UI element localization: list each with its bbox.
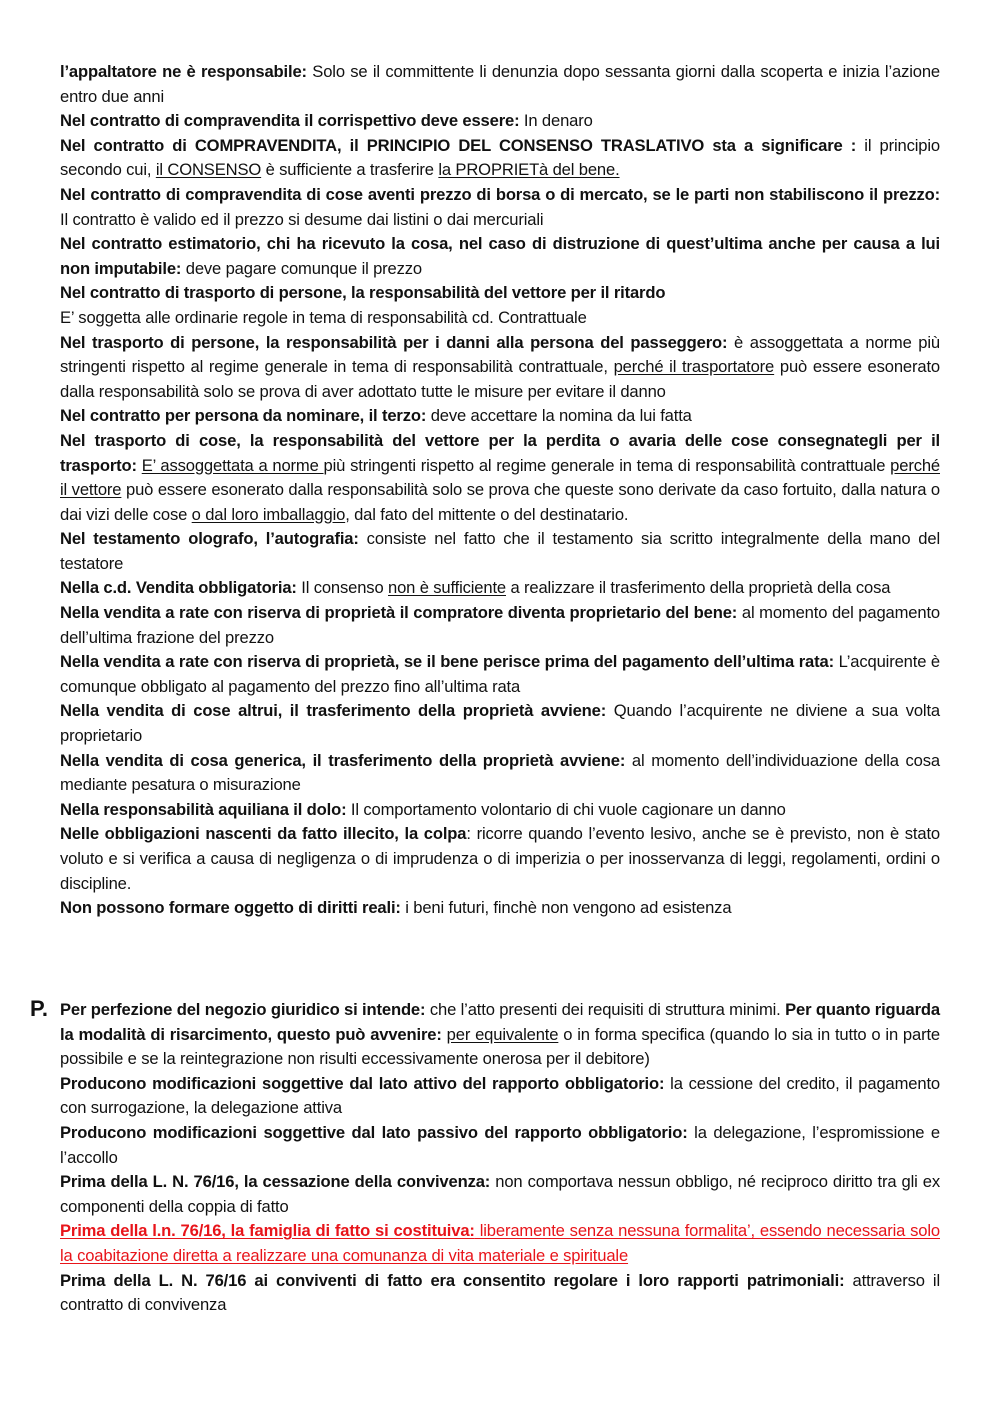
entry-text: liberamente senza nessuna formalita’, essendo necessaria solo la coabitazione diretta a realizzare una comunanza di vita materiale e spirituale (60, 1221, 940, 1265)
entry-text: deve pagare comunque il prezzo (181, 258, 423, 278)
entry (60, 749, 940, 798)
entry-term: Nella vendita a rate con riserva di proprietà il compratore diventa proprietario del bene: (60, 603, 738, 623)
entry (60, 1170, 940, 1219)
entry-text: a realizzare il trasferimento della proprietà della cosa (506, 578, 891, 598)
entry-text: attraverso il contratto di convivenza (60, 1270, 940, 1315)
entry-text: il principio secondo cui, (60, 135, 940, 180)
section-n-entries (60, 60, 940, 921)
entry-text: più stringenti rispetto al regime generale in tema di responsabilità contrattuale (323, 455, 891, 475)
entry-term: Per perfezione del negozio giuridico si intende: (60, 1000, 426, 1019)
entry-text: : ricorre quando l’evento lesivo, anche se è previsto, non è stato voluto e si verifica a causa di negligenza o di imprudenza o di imperizia o per inosservanza di leggi, regolamenti, ordini o discipline. (60, 824, 940, 893)
entry-text: E’ soggetta alle ordinarie regole in tema di responsabilità cd. Contrattuale (60, 307, 587, 327)
entry (60, 109, 940, 134)
entry-term: Prima della l.n. 76/16, la famiglia di fatto si costituiva: (60, 1221, 475, 1241)
entry-term: Nel contratto di trasporto di persone, la responsabilità del vettore per il ritardo (60, 283, 666, 303)
entry-text: al momento dell’individuazione della cosa mediante pesatura o misurazione (60, 750, 940, 795)
entry (60, 576, 940, 601)
entry-text: In denaro (519, 111, 593, 131)
entry-text: consiste nel fatto che il testamento sia scritto integralmente della mano del testatore (60, 529, 941, 573)
entry-term: Nel trasporto di cose, la responsabilità del vettore per la perdita o avaria delle cose consegnategli per il trasporto: (60, 430, 940, 475)
entry-text: deve accettare la nomina da lui fatta (426, 406, 692, 426)
entry (60, 404, 940, 429)
entry-term: Nella vendita di cosa generica, il trasferimento della proprietà avviene: (60, 750, 626, 770)
entry-text: non è sufficiente (388, 578, 506, 598)
entry (60, 650, 940, 699)
entry-text: che l’atto presenti dei requisiti di struttura minimi. (425, 1000, 786, 1019)
entry-text: , dal fato del mittente o del destinatario. (345, 504, 629, 524)
entry-term: Nel contratto di COMPRAVENDITA, il PRINCIPIO DEL CONSENSO TRASLATIVO sta a significare : (60, 135, 857, 155)
entry-term: Prima della L. N. 76/16, la cessazione della convivenza: (60, 1172, 491, 1192)
entry-text: o in forma specifica (quando lo sia in tutto o in parte possibile e se la reintegrazione non risulti eccessivamente onerosa per il debitore) (60, 1024, 941, 1069)
entry-text: Il comportamento volontario di chi vuole cagionare un danno (346, 799, 786, 819)
entry-text: Il consenso (296, 578, 388, 598)
entry (60, 1219, 940, 1268)
entry-text: al momento del pagamento dell’ultima frazione del prezzo (60, 603, 940, 647)
entry-term: Non possono formare oggetto di diritti reali: (60, 898, 401, 918)
entry (60, 527, 940, 576)
entry-text: per equivalente (446, 1024, 559, 1044)
entry-text: il CONSENSO (155, 160, 262, 180)
entry-text: Solo se il committente li denunzia dopo sessanta giorni dalla scoperta e inizia l’azione entro due anni (60, 62, 941, 106)
entry-term: Nella responsabilità aquiliana il dolo: (60, 799, 347, 819)
entry (60, 798, 940, 823)
entry-text: la delegazione, l’espromissione e l’accollo (60, 1122, 941, 1167)
entry (60, 134, 940, 183)
entry-term: Prima della L. N. 76/16 ai conviventi di fatto era consentito regolare i loro rapporti patrimoniali: (60, 1270, 845, 1290)
entry-term: Per quanto riguarda la modalità di risarcimento, questo può avvenire: (60, 1000, 940, 1044)
entry (60, 331, 940, 405)
entry (60, 1072, 940, 1121)
entry (60, 1269, 940, 1318)
entry-term: Producono modificazioni soggettive dal lato passivo del rapporto obbligatorio: (60, 1122, 688, 1142)
entry (60, 60, 940, 109)
entry-text: non comportava nessun obbligo, né reciproco diritto tra gli ex componenti della coppia di fatto (60, 1172, 940, 1216)
section-p-entries (60, 998, 940, 1318)
entry-term: Nel contratto per persona da nominare, il terzo: (60, 406, 427, 426)
entry-text: i beni futuri, finchè non vengono ad esistenza (400, 898, 732, 918)
entry-text: E’ assoggettata a norme (141, 455, 324, 475)
entry (60, 896, 940, 921)
entry (60, 699, 940, 748)
entry (60, 306, 940, 331)
entry-text: la PROPRIETà del bene. (438, 160, 620, 180)
entry-text: Quando l’acquirente ne diviene a sua volta proprietario (60, 701, 940, 746)
entry (60, 1121, 940, 1170)
entry-term: Producono modificazioni soggettive dal lato attivo del rapporto obbligatorio: (60, 1073, 665, 1093)
entry-term: Nel trasporto di persone, la responsabilità per i danni alla persona del passeggero: (60, 332, 728, 352)
entry (60, 429, 940, 527)
entry-text: L’acquirente è comunque obbligato al pagamento del prezzo fino all’ultima rata (60, 652, 940, 696)
entry-term: Nel contratto estimatorio, chi ha ricevuto la cosa, nel caso di distruzione di quest’ultima anche per causa a lui non imputabile: (60, 234, 940, 278)
entry-term: l’appaltatore ne è responsabile: (60, 62, 307, 81)
entry (60, 281, 940, 306)
entry-term: Nella c.d. Vendita obbligatoria: (60, 578, 297, 598)
entry-text: è assoggettata a norme più stringenti rispetto al regime generale in tema di responsabilità contrattuale, (60, 332, 940, 377)
entry-term: Nella vendita di cose altrui, il trasferimento della proprietà avviene: (60, 701, 607, 721)
entry-text: può essere esonerato dalla responsabilità solo se prova che queste sono derivate da caso fortuito, dalla natura o dai vizi delle cose (60, 480, 940, 524)
entry-term: Nel contratto di compravendita di cose aventi prezzo di borsa o di mercato, se le parti non stabiliscono il prezzo: (60, 184, 940, 204)
entry-term: Nelle obbligazioni nascenti da fatto illecito, la colpa (60, 824, 467, 844)
entry (60, 998, 940, 1072)
section-letter-p: P. (30, 996, 48, 1021)
entry-text: è sufficiente a trasferire (261, 160, 439, 180)
entry-text: o dal loro imballaggio (191, 504, 346, 524)
entry-text: può essere esonerato dalla responsabilità solo se prova di aver adottato tutte le misure per evitare il danno (60, 357, 940, 401)
entry-text: perché il trasportatore (613, 357, 775, 377)
entry (60, 232, 940, 281)
entry-text: la cessione del credito, il pagamento con surrogazione, la delegazione attiva (60, 1073, 940, 1118)
entry (60, 601, 940, 650)
entry (60, 183, 940, 232)
entry-text: perché il vettore (60, 455, 940, 500)
entry-text: Il contratto è valido ed il prezzo si desume dai listini o dai mercuriali (60, 209, 544, 229)
entry-term: Nel contratto di compravendita il corrispettivo deve essere: (60, 111, 520, 131)
entry-term: Nella vendita a rate con riserva di proprietà, se il bene perisce prima del pagamento dell’ultima rata: (60, 652, 834, 672)
entry (60, 822, 940, 896)
entry-term: Nel testamento olografo, l’autografia: (60, 529, 359, 549)
